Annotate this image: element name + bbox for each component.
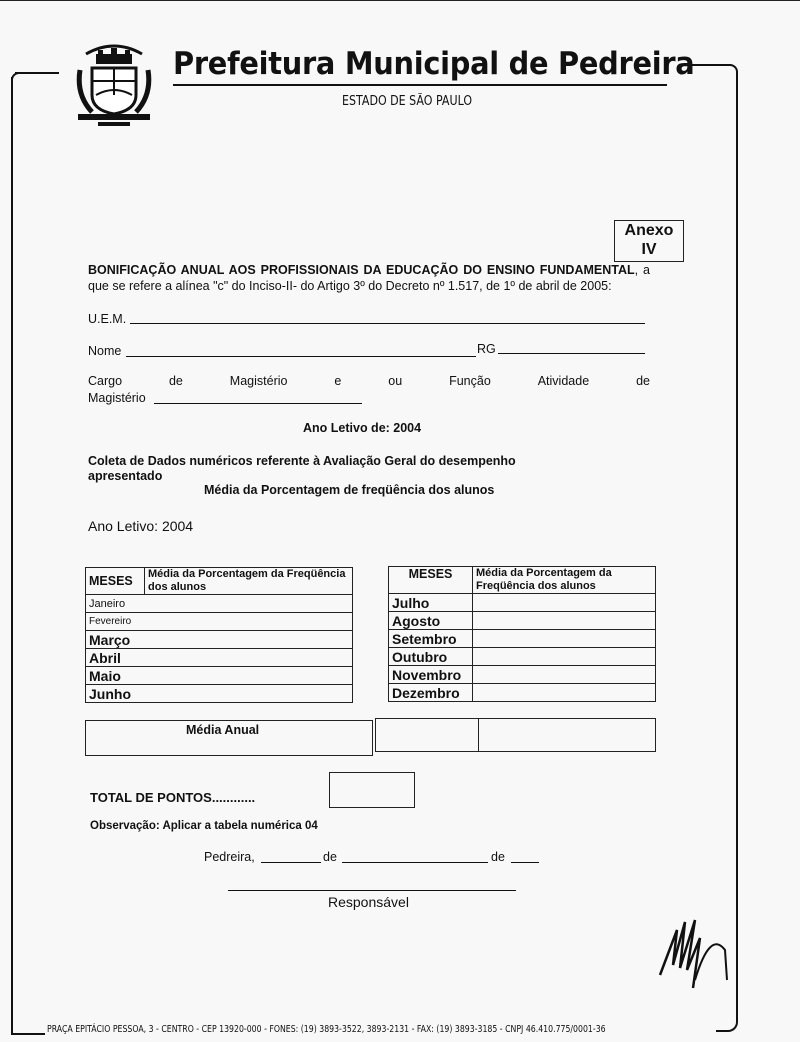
table-row	[86, 631, 353, 649]
page-title: Prefeitura Municipal de Pedreira	[173, 46, 695, 82]
intro-bold: BONIFICAÇÃO ANUAL AOS PROFISSIONAIS DA EDUCAÇÃO DO ENSINO FUNDAMENTAL	[88, 263, 635, 277]
rg-label: RG	[477, 342, 496, 356]
cargo-field[interactable]	[154, 403, 362, 404]
city-label: Pedreira,	[204, 850, 255, 864]
value-cell[interactable]	[473, 594, 656, 612]
uem-field[interactable]	[130, 323, 645, 324]
frame-line	[11, 1033, 45, 1035]
annex-line2: IV	[641, 241, 657, 258]
cargo-word: Atividade	[537, 374, 590, 388]
frame-line	[689, 64, 731, 66]
month-outubro: Outubro	[389, 648, 473, 666]
table-row	[389, 666, 656, 684]
months-table-left	[85, 567, 353, 703]
coleta-line1: Coleta de Dados numéricos referente à Avaliação Geral do desempenho	[88, 454, 516, 468]
annex-line1: Anexo	[624, 222, 674, 239]
table-row	[389, 594, 656, 612]
signature-line[interactable]	[228, 890, 516, 891]
frame-line	[11, 77, 13, 1035]
table-row	[86, 667, 353, 685]
observacao: Observação: Aplicar a tabela numérica 04	[90, 820, 318, 832]
year-field[interactable]	[511, 862, 539, 863]
cargo-word: de	[636, 374, 650, 388]
cargo-word: Função	[449, 374, 491, 388]
cargo-word: Cargo	[88, 374, 123, 388]
total-pontos-label: TOTAL DE PONTOS............	[90, 790, 256, 805]
frame-line	[15, 72, 59, 74]
title-underline	[173, 84, 667, 86]
nome-label: Nome	[88, 344, 122, 358]
ano-letivo-de: Ano Letivo de: 2004	[303, 421, 422, 435]
table-row	[86, 595, 353, 613]
table-row	[389, 612, 656, 630]
cargo-word: Magistério	[229, 374, 288, 388]
table-row	[86, 649, 353, 667]
media-anual-label: Média Anual	[186, 723, 260, 737]
col-header-meses: MESES	[86, 568, 145, 595]
de-label-1: de	[323, 850, 337, 864]
month-dezembro: Dezembro	[389, 684, 473, 702]
value-cell[interactable]	[473, 612, 656, 630]
nome-field[interactable]	[126, 356, 476, 357]
cargo-word: ou	[388, 374, 403, 388]
total-pontos-field[interactable]	[329, 772, 415, 808]
table-header-row	[389, 567, 656, 594]
month-maio[interactable]: Maio	[86, 667, 353, 685]
cargo-word: e	[334, 374, 342, 388]
cargo-label-row	[88, 374, 650, 388]
cargo-word: de	[168, 374, 183, 388]
months-table-right	[388, 566, 656, 702]
month-novembro: Novembro	[389, 666, 473, 684]
media-anual-value-2[interactable]	[477, 718, 656, 752]
table-row	[389, 648, 656, 666]
col-header-media: Média da Porcentagem da Freqüência dos alunos	[473, 567, 656, 594]
month-fevereiro[interactable]: Fevereiro	[86, 613, 353, 631]
month-marco[interactable]: Março	[86, 631, 353, 649]
responsavel-label: Responsável	[328, 894, 409, 910]
de-label-2: de	[491, 850, 505, 864]
value-cell[interactable]	[473, 666, 656, 684]
value-cell[interactable]	[473, 648, 656, 666]
table-row	[86, 685, 353, 703]
media-anual-value-1[interactable]	[375, 718, 479, 752]
handwritten-signature-icon	[655, 910, 730, 990]
intro-paragraph	[88, 262, 650, 294]
month-julho: Julho	[389, 594, 473, 612]
col-header-media: Média da Porcentagem da Freqüência dos alunos	[145, 568, 353, 595]
day-field[interactable]	[261, 862, 321, 863]
coat-of-arms-icon	[74, 40, 154, 128]
coleta-subtitle: Média da Porcentagem de freqüência dos alunos	[204, 483, 495, 497]
month-janeiro[interactable]: Janeiro	[86, 595, 353, 613]
frame-line	[736, 75, 738, 1020]
col-header-meses: MESES	[389, 567, 473, 594]
table-row	[86, 613, 353, 631]
table-row	[389, 684, 656, 702]
value-cell[interactable]	[473, 630, 656, 648]
month-setembro: Setembro	[389, 630, 473, 648]
footer-address: PRAÇA EPITÁCIO PESSOA, 3 - CENTRO - CEP 13920-000 - FONES: (19) 3893-3522, 3893-2131 - FAX: (19) 3893-3185 - CNPJ 46.410.775/0001-36	[47, 1024, 606, 1035]
magisterio-label: Magistério	[88, 391, 146, 405]
scan-top-edge	[0, 0, 800, 1]
month-field[interactable]	[342, 862, 488, 863]
annex-label-box	[614, 220, 684, 262]
table-row	[389, 630, 656, 648]
rg-field[interactable]	[498, 353, 645, 354]
frame-corner	[716, 1020, 738, 1032]
value-cell[interactable]	[473, 684, 656, 702]
ano-letivo: Ano Letivo: 2004	[88, 518, 194, 534]
month-junho[interactable]: Junho	[86, 685, 353, 703]
table-header-row	[86, 568, 353, 595]
month-agosto: Agosto	[389, 612, 473, 630]
coleta-line2: apresentado	[88, 469, 163, 483]
state-subtitle: ESTADO DE SÃO PAULO	[342, 94, 473, 109]
uem-label: U.E.M.	[88, 312, 127, 326]
month-abril[interactable]: Abril	[86, 649, 353, 667]
intro-rest: , a que se refere a alínea "c" do Inciso-II- do Artigo 3º do Decreto nº 1.517, de 1º de abril de 2005:	[88, 263, 650, 293]
